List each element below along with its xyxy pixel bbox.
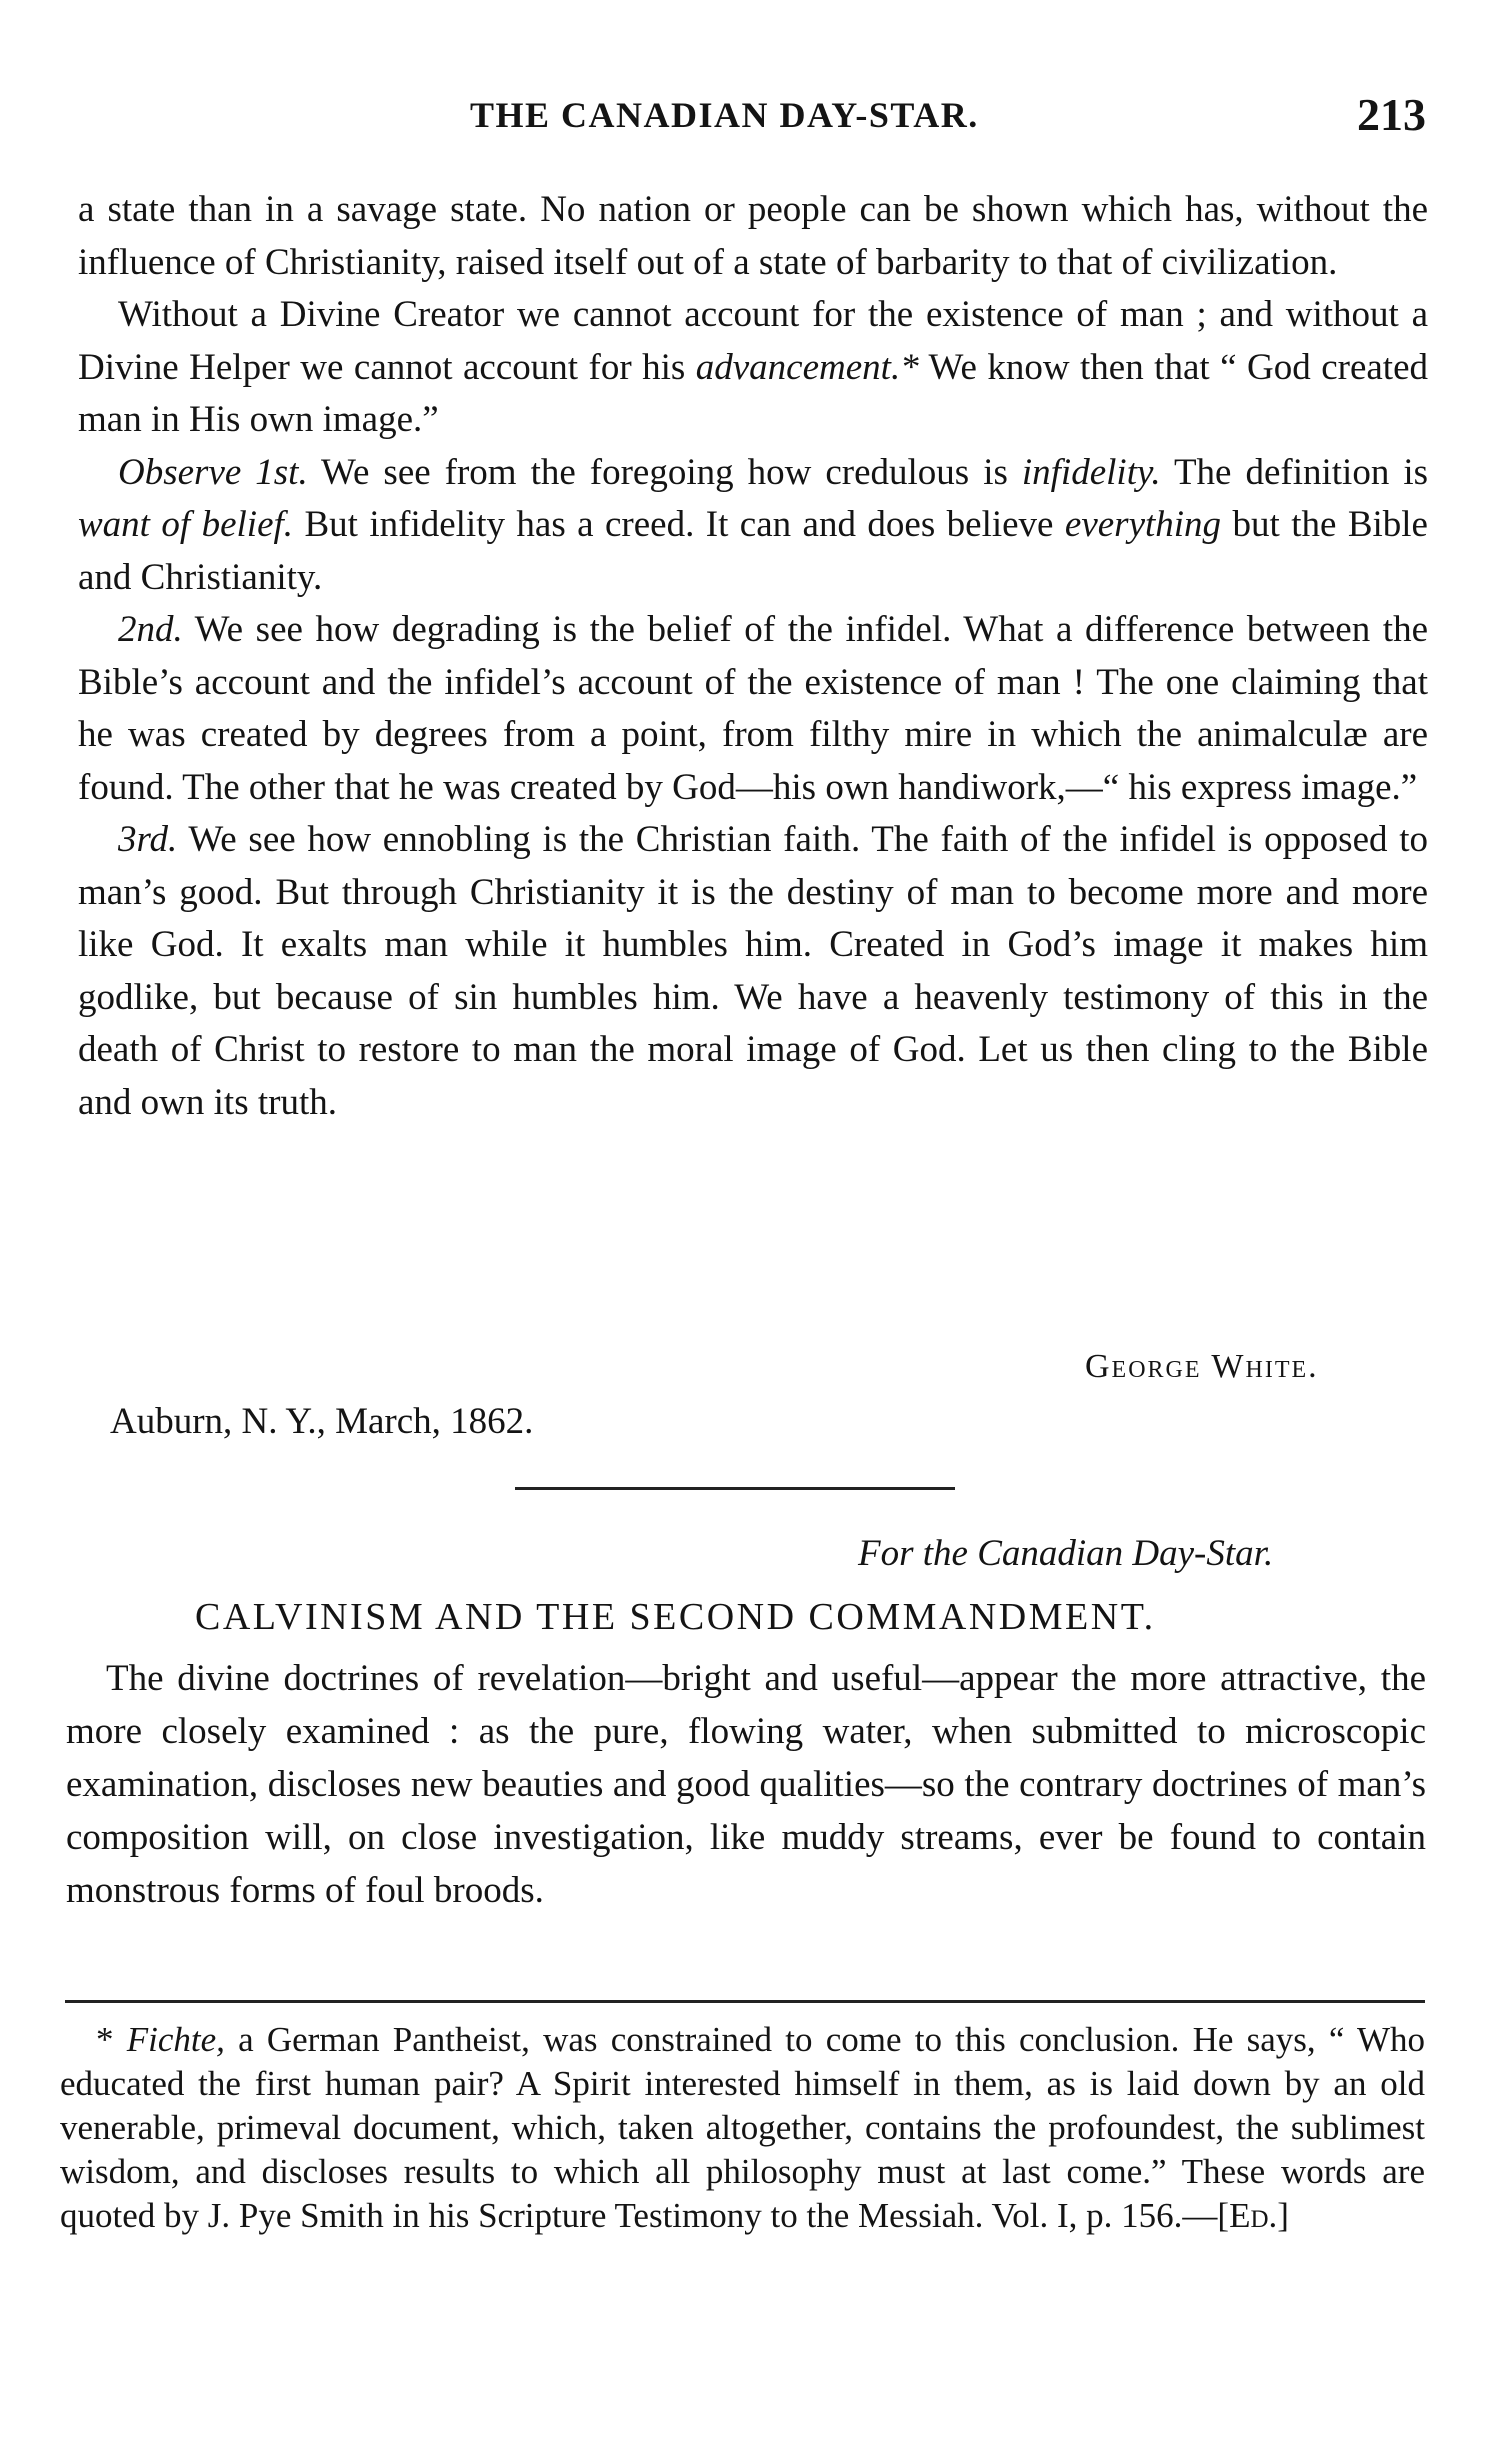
paragraph-1	[78, 184, 1428, 289]
article-credit: For the Canadian Day-Star.	[858, 1533, 1274, 1574]
running-head	[0, 88, 1506, 148]
paragraph-3-text-d: but the Bible and Christianity.	[78, 504, 1428, 598]
paragraph-4-text-a: We see how degrading is the belief of the infidel. What a difference between the Bible’s account and the infidel’s account of the existence of man ! The one claiming that he was created by degrees from a point, from filthy mire in which the animalculæ are found. The other that he was created by God—his own handiwork,—“ his express image.”	[78, 609, 1428, 808]
second-article-body: The divine doctrines of revelation—bright and useful—appear the more attractive, the more closely examined : as the pure, flowing water, when submitted to microscopic examination, discloses new beauties and good qualities—so the contrary doctrines of man’s composition will, on close investigation, like muddy streams, ever be found to contain monstrous forms of foul broods.	[66, 1658, 1426, 1911]
paragraph-5-italic-a: 3rd.	[118, 819, 178, 860]
paragraph-3-italic-c: want of belief.	[78, 504, 294, 545]
footnote-editor-mark: Ed.	[1229, 2196, 1278, 2235]
running-title: THE CANADIAN DAY-STAR.	[470, 95, 979, 135]
paragraph-5	[78, 814, 1428, 1129]
article-title: CALVINISM AND THE SECOND COMMANDMENT.	[195, 1596, 1156, 1638]
paragraph-2-text-a: Without a Divine Creator we cannot account for the existence of man ; and without a Divine Helper we cannot account for his	[78, 294, 1428, 388]
footnote-rule	[65, 2000, 1425, 2003]
paragraph-3-italic-b: infidelity.	[1021, 451, 1161, 493]
paragraph-3-italic-a: Observe 1st.	[118, 451, 308, 493]
paragraph-4-italic-a: 2nd.	[118, 609, 183, 650]
section-divider	[515, 1487, 955, 1490]
footnote-name: Fichte,	[126, 2020, 225, 2059]
footnote	[60, 2018, 1425, 2238]
page-number: 213	[1357, 89, 1426, 140]
paragraph-2-italic-a: advancement.*	[695, 346, 919, 388]
paragraph-3	[78, 447, 1428, 605]
dateline: Auburn, N. Y., March, 1862.	[110, 1401, 534, 1442]
paragraph-1-text: a state than in a savage state. No nation or people can be shown which has, without the influence of Christianity, raised itself out of a state of barbarity to that of civilization.	[78, 189, 1428, 283]
first-article-body	[78, 184, 1428, 1129]
author-signature: George White.	[1085, 1348, 1319, 1385]
footnote-text: a German Pantheist, was constrained to come to this conclusion. He says, “ Who educated the first human pair? A Spirit interested himself in them, as is laid down by an old venerable, primeval document, which, taken altogether, contains the profoundest, the sublimest wisdom, and discloses results to which all philosophy must at last come.” These words are quoted by J. Pye Smith in his Scripture Testimony to the Messiah. Vol. I, p. 156.—[	[60, 2020, 1425, 2235]
paragraph-2-text-b: We know then that “ God created man in His own image.”	[78, 346, 1428, 440]
paragraph-3-text-a: We see from the foregoing how credulous is	[307, 451, 1022, 493]
paragraph-4	[78, 604, 1428, 814]
paragraph-3-text-b: The definition is	[1160, 451, 1428, 493]
footnote-close: ]	[1277, 2196, 1289, 2235]
footnote-marker: *	[96, 2020, 127, 2059]
paragraph-2	[78, 289, 1428, 447]
paragraph-3-text-c: But infidelity has a creed. It can and does believe	[293, 504, 1065, 545]
paragraph-3-italic-d: everything	[1064, 504, 1222, 545]
paragraph-5-text-a: We see how ennobling is the Christian faith. The faith of the infidel is opposed to man’s good. But through Christianity it is the destiny of man to become more and more like God. It exalts man while it humbles him. Created in God’s image it makes him godlike, but because of sin humbles him. We have a heavenly testimony of this in the death of Christ to restore to man the moral image of God. Let us then cling to the Bible and own its truth.	[78, 819, 1428, 1123]
